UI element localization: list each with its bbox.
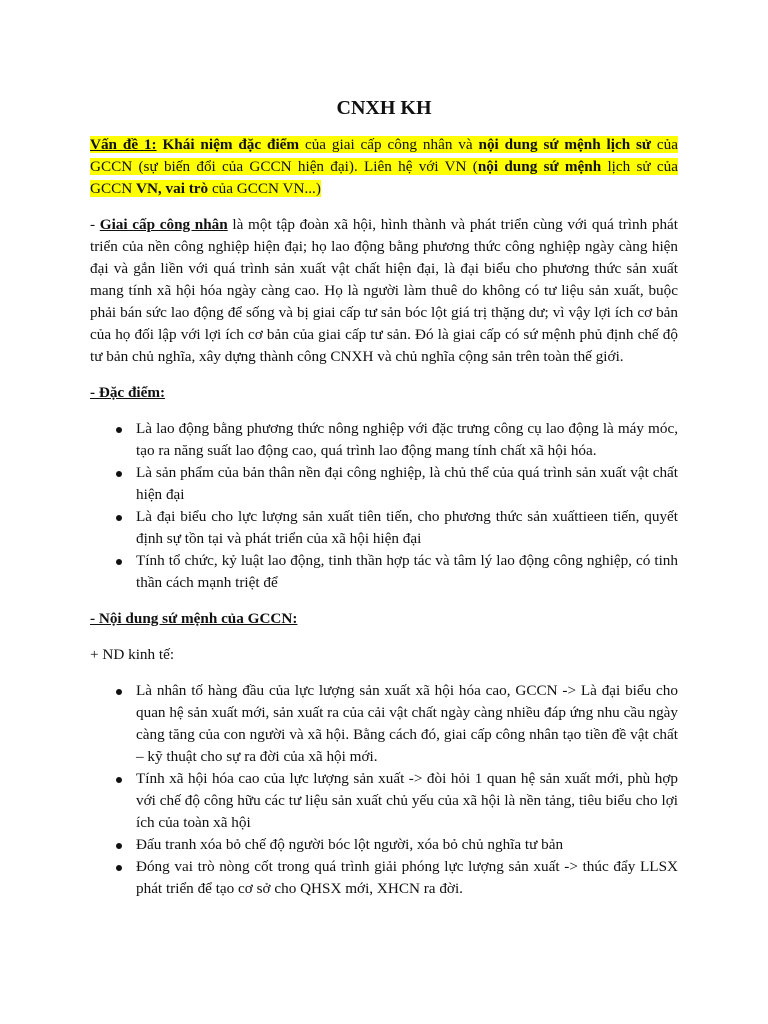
intro-bold-3: nội dung sứ mệnh bbox=[477, 158, 602, 175]
bullet-icon bbox=[116, 559, 122, 565]
list-item-text: Là lao động bằng phương thức nông nghiệp với đặc trưng công cụ lao động là máy móc, tạo ra năng suất lao động cao, quá trình lao động mang tính chất xã hội hóa. bbox=[136, 420, 678, 459]
bullet-icon bbox=[116, 777, 122, 783]
bullet-icon bbox=[116, 427, 122, 433]
issue-label: Vấn đề 1: bbox=[90, 136, 157, 153]
intro-paragraph bbox=[90, 134, 678, 200]
highlighted-text bbox=[90, 136, 678, 197]
list-item bbox=[136, 462, 678, 506]
mission-list bbox=[90, 680, 678, 900]
definition-text: là một tập đoàn xã hội, hình thành và phát triển cùng với quá trình phát triển của nền công nghiệp hiện đại; họ lao động bằng phương thức công nghiệp ngày càng hiện đại và gắn liền với quá trình sản xuất vật chất hiện đại, là đại biểu cho phương thức sản xuất mang tính xã hội hóa ngày càng cao. Họ là người làm thuê do không có tư liệu sản xuất, buộc phải bán sức lao động để sống và bị giai cấp tư sản bóc lột giá trị thặng dư; vì vậy lợi ích cơ bản của họ đối lập với lợi ích cơ bản của giai cấp tư sản. Đó là giai cấp có sứ mệnh phủ định chế độ tư bản chủ nghĩa, xây dựng thành công CNXH và chủ nghĩa cộng sản trên toàn thế giới. bbox=[90, 216, 679, 365]
mission-subheading: + ND kinh tế: bbox=[90, 646, 175, 663]
definition-prefix: - bbox=[90, 216, 100, 233]
list-item-text: Là sản phẩm của bản thân nền đại công nghiệp, là chủ thể của quá trình sản xuất vật chất hiện đại bbox=[136, 464, 678, 503]
features-heading bbox=[90, 382, 678, 404]
list-item bbox=[136, 768, 678, 834]
bullet-icon bbox=[116, 471, 122, 477]
list-item bbox=[136, 680, 678, 768]
intro-text-1: của giai cấp công nhân và bbox=[299, 136, 479, 153]
list-item-text: Đấu tranh xóa bỏ chế độ người bóc lột người, xóa bỏ chủ nghĩa tư bản bbox=[136, 836, 564, 853]
mission-heading bbox=[90, 608, 678, 630]
bullet-icon bbox=[116, 689, 122, 695]
document-title: CNXH KH bbox=[336, 97, 432, 119]
intro-text-4: của GCCN VN...) bbox=[208, 180, 321, 197]
bullet-icon bbox=[116, 515, 122, 521]
list-item-text: Tính tổ chức, kỷ luật lao động, tinh thần hợp tác và tâm lý lao động công nghiệp, có tinh thần cách mạnh triệt để bbox=[136, 552, 678, 591]
features-heading-text: - Đặc điểm: bbox=[90, 384, 166, 401]
list-item-text: Là đại biểu cho lực lượng sản xuất tiên tiến, cho phương thức sản xuấttieen tiến, quyết định sự tồn tại và phát triển của xã hội hiện đại bbox=[136, 508, 678, 547]
intro-bold-2: nội dung sứ mệnh lịch sử bbox=[478, 136, 652, 153]
intro-text-2: của GCCN (sự biến đổi của GCCN hiện đại). Liên hệ với VN ( bbox=[90, 136, 678, 175]
definition-term: Giai cấp công nhân bbox=[99, 216, 228, 233]
list-item-text: Đóng vai trò nòng cốt trong quá trình giải phóng lực lượng sản xuất -> thúc đẩy LLSX phát triển để tạo cơ sở cho QHSX mới, XHCN ra đời. bbox=[136, 858, 678, 897]
bullet-icon bbox=[116, 865, 122, 871]
list-item bbox=[136, 418, 678, 462]
definition-paragraph bbox=[90, 214, 678, 368]
list-item-text: Tính xã hội hóa cao của lực lượng sản xuất -> đòi hỏi 1 quan hệ sản xuất mới, phù hợp với chế độ công hữu các tư liệu sản xuất chủ yếu của xã hội là nền tảng, tiêu biểu cho lợi ích của toàn xã hội bbox=[136, 770, 678, 831]
intro-bold-4: VN, vai trò bbox=[136, 180, 209, 197]
bullet-icon bbox=[116, 843, 122, 849]
mission-heading-text: - Nội dung sứ mệnh của GCCN: bbox=[90, 610, 298, 627]
list-item bbox=[136, 834, 678, 856]
intro-bold-1: Khái niệm đặc điểm bbox=[162, 136, 300, 153]
list-item bbox=[136, 506, 678, 550]
features-list bbox=[90, 418, 678, 594]
intro-text-3: lịch sử của GCCN bbox=[90, 158, 678, 197]
list-item-text: Là nhân tố hàng đầu của lực lượng sản xuất xã hội hóa cao, GCCN -> Là đại biểu cho quan hệ sản xuất mới, sản xuất ra của cải vật chất ngày càng nhiều đáp ứng nhu cầu ngày càng tăng của con người và xã hội. Bằng cách đó, giai cấp công nhân tạo tiền đề vật chất – kỹ thuật cho sự ra đời của xã hội mới. bbox=[136, 682, 678, 765]
list-item bbox=[136, 856, 678, 900]
list-item bbox=[136, 550, 678, 594]
document-page bbox=[90, 0, 678, 900]
